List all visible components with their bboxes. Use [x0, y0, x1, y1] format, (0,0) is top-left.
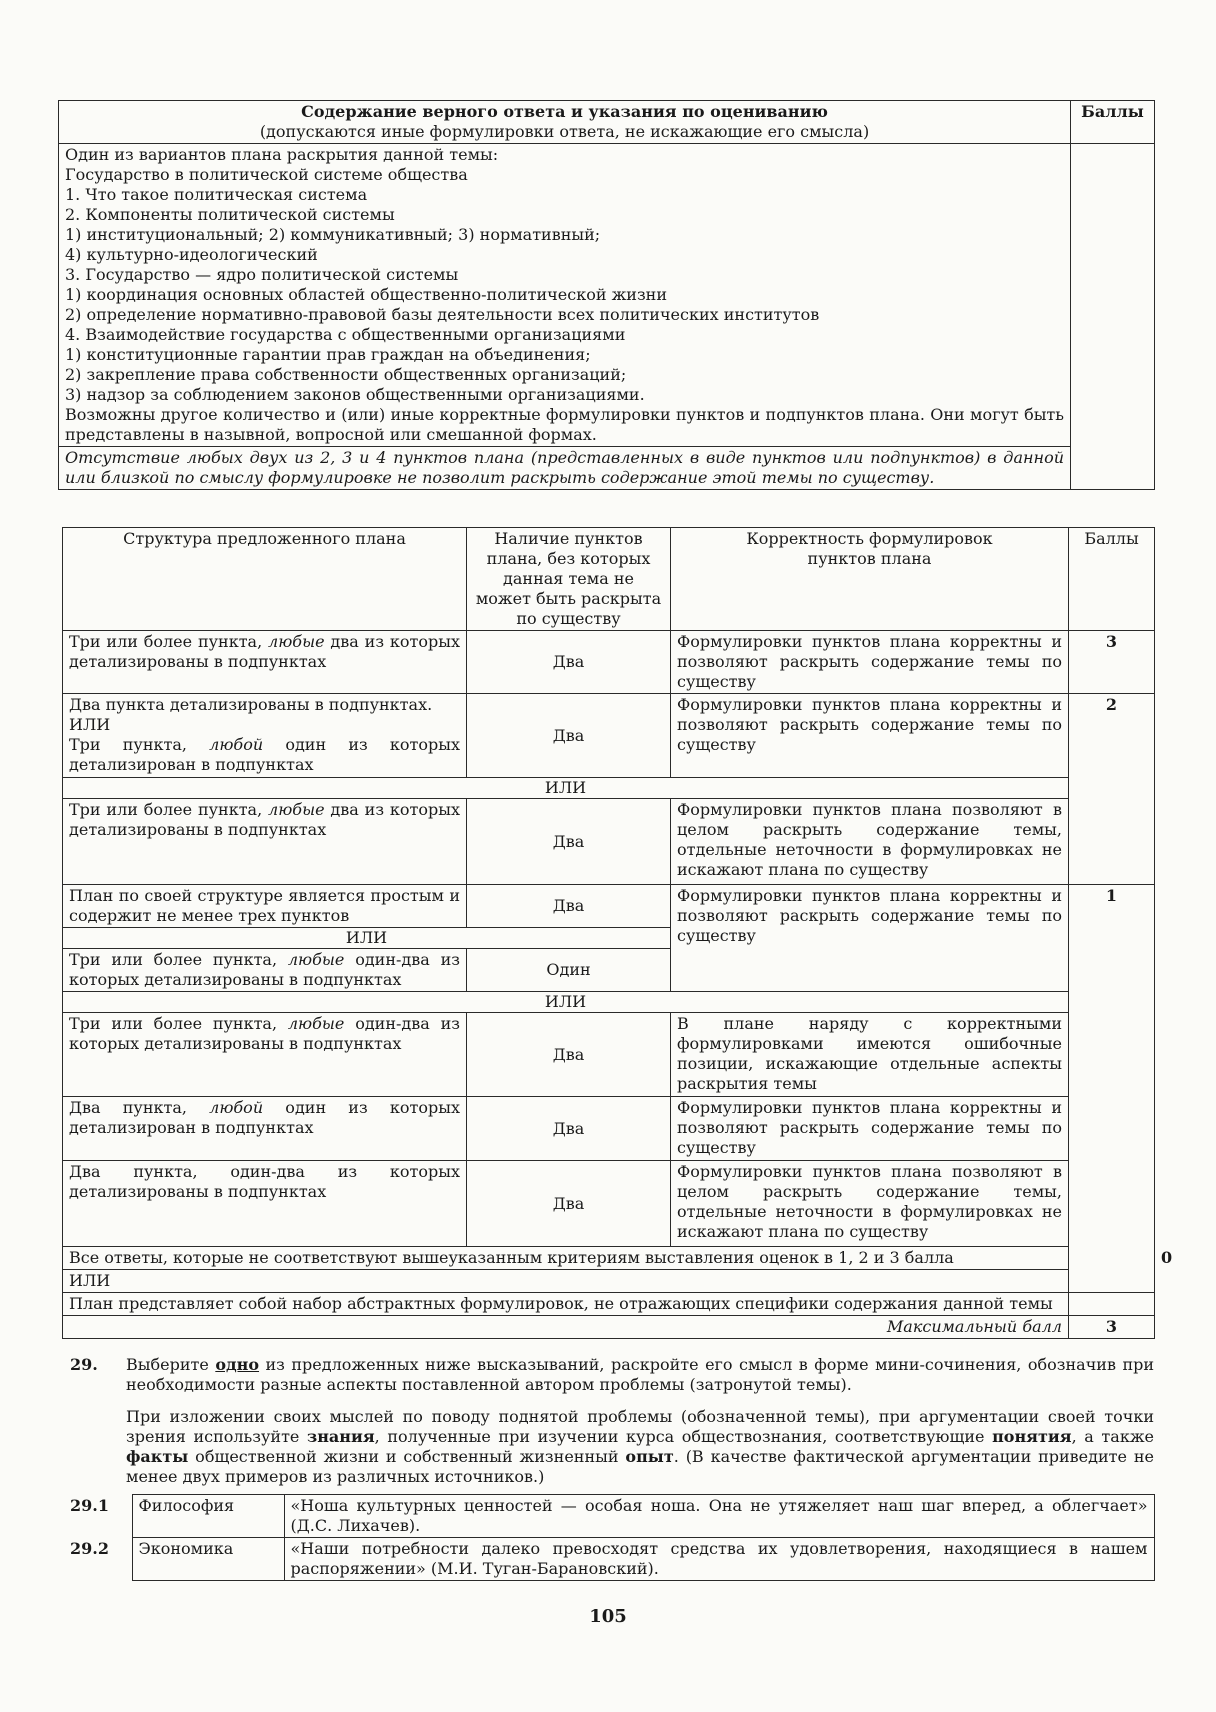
structure-or: ИЛИ [69, 715, 111, 734]
answer-header-row [59, 101, 1155, 144]
zero-or-row [63, 1270, 1155, 1293]
structure-text: Три пункта, [69, 735, 210, 754]
answer-body-row [59, 144, 1155, 447]
structure-cell [63, 694, 467, 778]
answer-line: Один из вариантов плана раскрытия данной темы: [65, 145, 499, 164]
answer-note-row [59, 447, 1155, 490]
structure-cell: Два пункта, один-два из которых детализированы в подпунктах [63, 1161, 467, 1247]
answer-line: 4. Взаимодействие государства с общественными организациями [65, 325, 626, 344]
grading-row [63, 799, 1155, 885]
answer-line: 4) культурно-идеологический [65, 245, 318, 264]
task-instruction [126, 1355, 1154, 1395]
structure-text: Три или более пункта, [69, 800, 269, 819]
col-correctness-header: Корректность формулировок пунктов плана [671, 528, 1069, 631]
structure-text: Два пункта детализированы в подпунктах. [69, 695, 433, 714]
structure-emphasis: любые [287, 1014, 345, 1033]
grading-row [63, 631, 1155, 694]
task-text: , а также [1071, 1427, 1154, 1446]
answer-header-title: Содержание верного ответа и указания по оцениванию [301, 102, 828, 121]
structure-text: Три или более пункта, [69, 1014, 288, 1033]
points-header: Баллы [1071, 101, 1155, 144]
col-points-header: Баллы [1069, 528, 1155, 631]
answer-line: Возможны другое количество и (или) иные корректные формулировки пунктов и подпунктов плана. Они могут быть представлены в назывной, вопросной или смешанной формах. [65, 405, 1064, 444]
quote-option-row [62, 1538, 1154, 1581]
answer-header-subtitle: (допускаются иные формулировки ответа, не искажающие его смысла) [259, 122, 870, 141]
task-text: из предложенных ниже высказываний, раскройте его смысл в форме мини-сочинения, обозначив при необходимости разные аспекты поставленной автором проблемы (затронутой темы). [126, 1355, 1155, 1394]
task-text: . (В качестве фактической аргументации приведите не менее двух примеров из различных источников.) [126, 1447, 1154, 1486]
structure-text: два из которых детализированы в подпунктах [69, 632, 461, 671]
structure-emphasis: любые [268, 632, 325, 651]
points-cell: 3 [1069, 631, 1155, 694]
option-quote: «Ноша культурных ценностей — особая ноша. Она не утяжеляет наш шаг вперед, а облегчает» (Д.С. Лихачев). [284, 1495, 1154, 1538]
structure-text: Три или более пункта, [69, 632, 269, 651]
presence-cell: Два [467, 1013, 671, 1097]
page-number: 105 [589, 1606, 627, 1627]
task-emphasis: одно [215, 1355, 260, 1374]
answer-line: 2) определение нормативно-правовой базы деятельности всех политических институтов [65, 305, 820, 324]
grading-row [63, 1013, 1155, 1097]
answer-note: Отсутствие любых двух из 2, 3 и 4 пунктов плана (представленных в виде пунктов или подпунктов) в данной или близкой по смыслу формулировке не позволит раскрыть содержание этой темы по существу. [59, 447, 1071, 490]
grading-row [63, 1161, 1155, 1247]
correctness-cell: Формулировки пунктов плана корректны и позволяют раскрыть содержание темы по существу [671, 631, 1069, 694]
answer-line: 2. Компоненты политической системы [65, 205, 395, 224]
correctness-cell: Формулировки пунктов плана корректны и позволяют раскрыть содержание темы по существу [671, 885, 1069, 992]
answer-line: Государство в политической системе общества [65, 165, 468, 184]
task-text: При изложении своих мыслей по поводу поднятой проблемы (обозначенной темы), при аргументации своей точки зрения используйте [126, 1407, 1154, 1446]
structure-emphasis: любые [268, 800, 325, 819]
task-emphasis: факты [126, 1447, 189, 1466]
answer-line: 3. Государство — ядро политической системы [65, 265, 459, 284]
col-presence-header: Наличие пунктов плана, без которых данная тема не может быть раскрыта по существу [467, 528, 671, 631]
grading-row [63, 1097, 1155, 1161]
task-text: Выберите [126, 1355, 216, 1374]
zero-criteria-cell [63, 1247, 1069, 1270]
grading-row [63, 885, 1155, 928]
answer-line: 1) координация основных областей общественно-политической жизни [65, 285, 668, 304]
correctness-cell: Формулировки пунктов плана корректны и позволяют раскрыть содержание темы по существу [671, 694, 1069, 778]
task-emphasis: знания [306, 1427, 375, 1446]
presence-cell: Два [467, 631, 671, 694]
or-row [63, 778, 1155, 799]
option-number: 29.2 [70, 1538, 109, 1558]
max-points: 3 [1069, 1316, 1155, 1339]
structure-cell [63, 949, 467, 992]
quote-option-row [62, 1495, 1154, 1538]
correctness-cell: Формулировки пунктов плана позволяют в целом раскрыть содержание темы, отдельные неточности в формулировках не искажают плана по существу [671, 1161, 1069, 1247]
structure-emphasis: любой [209, 1098, 264, 1117]
structure-cell [63, 631, 467, 694]
col-structure-header: Структура предложенного плана [63, 528, 467, 631]
option-subject: Философия [132, 1495, 284, 1538]
or-separator: ИЛИ [63, 928, 671, 949]
correctness-cell: Формулировки пунктов плана корректны и позволяют раскрыть содержание темы по существу [671, 1097, 1069, 1161]
structure-text: Три или более пункта, [69, 950, 288, 969]
structure-emphasis: любые [287, 950, 345, 969]
grading-table [62, 527, 1173, 1339]
structure-emphasis: любой [209, 735, 264, 754]
presence-cell: Два [467, 885, 671, 928]
presence-cell: Один [467, 949, 671, 992]
task-emphasis: опыт [625, 1447, 674, 1466]
structure-text: один-два из которых детализированы в подпунктах [69, 950, 460, 989]
structure-cell: План по своей структуре является простым и содержит не менее трех пунктов [63, 885, 467, 928]
structure-cell [63, 1013, 467, 1097]
points-cell: 2 [1069, 694, 1155, 885]
or-separator: ИЛИ [63, 778, 1069, 799]
answer-body-cell [59, 144, 1071, 447]
answer-line: 1) конституционные гарантии прав граждан на объединения; [65, 345, 591, 364]
grading-header-row [63, 528, 1155, 631]
zero-line: План представляет собой набор абстрактных формулировок, не отражающих специфики содержания данной темы [63, 1293, 1069, 1316]
presence-cell: Два [467, 1097, 671, 1161]
structure-text: один из которых детализирован в подпунктах [69, 1098, 460, 1137]
points-cell: 1 [1069, 885, 1155, 1293]
correctness-cell: В плане наряду с корректными формулировками имеются ошибочные позиции, искажающие отдельные аспекты раскрытия темы [671, 1013, 1069, 1097]
presence-cell: Два [467, 1161, 671, 1247]
structure-text: один-два из которых детализированы в подпунктах [69, 1014, 460, 1053]
answer-line: 3) надзор за соблюдением законов общественными организациями. [65, 385, 645, 404]
or-separator: ИЛИ [63, 992, 1069, 1013]
answer-content-table [58, 100, 1155, 490]
presence-cell: Два [467, 799, 671, 885]
answer-line: 2) закрепление права собственности общественных организаций; [65, 365, 627, 384]
zero-row: Все ответы, которые не соответствуют вышеуказанным критериям выставления оценок в 1, 2 и 3 балла 0 [63, 1247, 1155, 1270]
option-subject: Экономика [132, 1538, 284, 1581]
zero-or: ИЛИ [63, 1270, 1069, 1293]
presence-cell: Два [467, 694, 671, 778]
max-label: Максимальный балл [63, 1316, 1069, 1339]
structure-text: Два пункта, [69, 1098, 210, 1117]
task-guidance [126, 1407, 1154, 1487]
structure-cell [63, 1097, 467, 1161]
or-row [63, 992, 1155, 1013]
quote-options-table [62, 1494, 1155, 1581]
answer-header-cell [59, 101, 1071, 144]
zero-row [63, 1293, 1155, 1316]
option-number: 29.1 [70, 1495, 109, 1515]
answer-line: 1) институциональный; 2) коммуникативный; 3) нормативный; [65, 225, 601, 244]
zero-line: Все ответы, которые не соответствуют вышеуказанным критериям выставления оценок в 1, 2 и 3 балла [69, 1248, 954, 1267]
structure-cell [63, 799, 467, 885]
structure-text: два из которых детализированы в подпунктах [69, 800, 461, 839]
structure-text: один из которых детализирован в подпунктах [69, 735, 460, 774]
task-emphasis: понятия [992, 1427, 1072, 1446]
points-empty-cell [1071, 144, 1155, 490]
task-text: общественной жизни и собственный жизненный [188, 1447, 626, 1466]
correctness-cell: Формулировки пунктов плана позволяют в целом раскрыть содержание темы, отдельные неточности в формулировках не искажают плана по существу [671, 799, 1069, 885]
grading-row [63, 694, 1155, 778]
max-row [63, 1316, 1155, 1339]
task-number: 29. [70, 1355, 98, 1374]
option-quote: «Наши потребности далеко превосходят средства их удовлетворения, находящиеся в нашем распоряжении» (М.И. Туган-Барановский). [284, 1538, 1154, 1581]
answer-line: 1. Что такое политическая система [65, 185, 368, 204]
task-text: , полученные при изучении курса обществознания, соответствующие [374, 1427, 993, 1446]
